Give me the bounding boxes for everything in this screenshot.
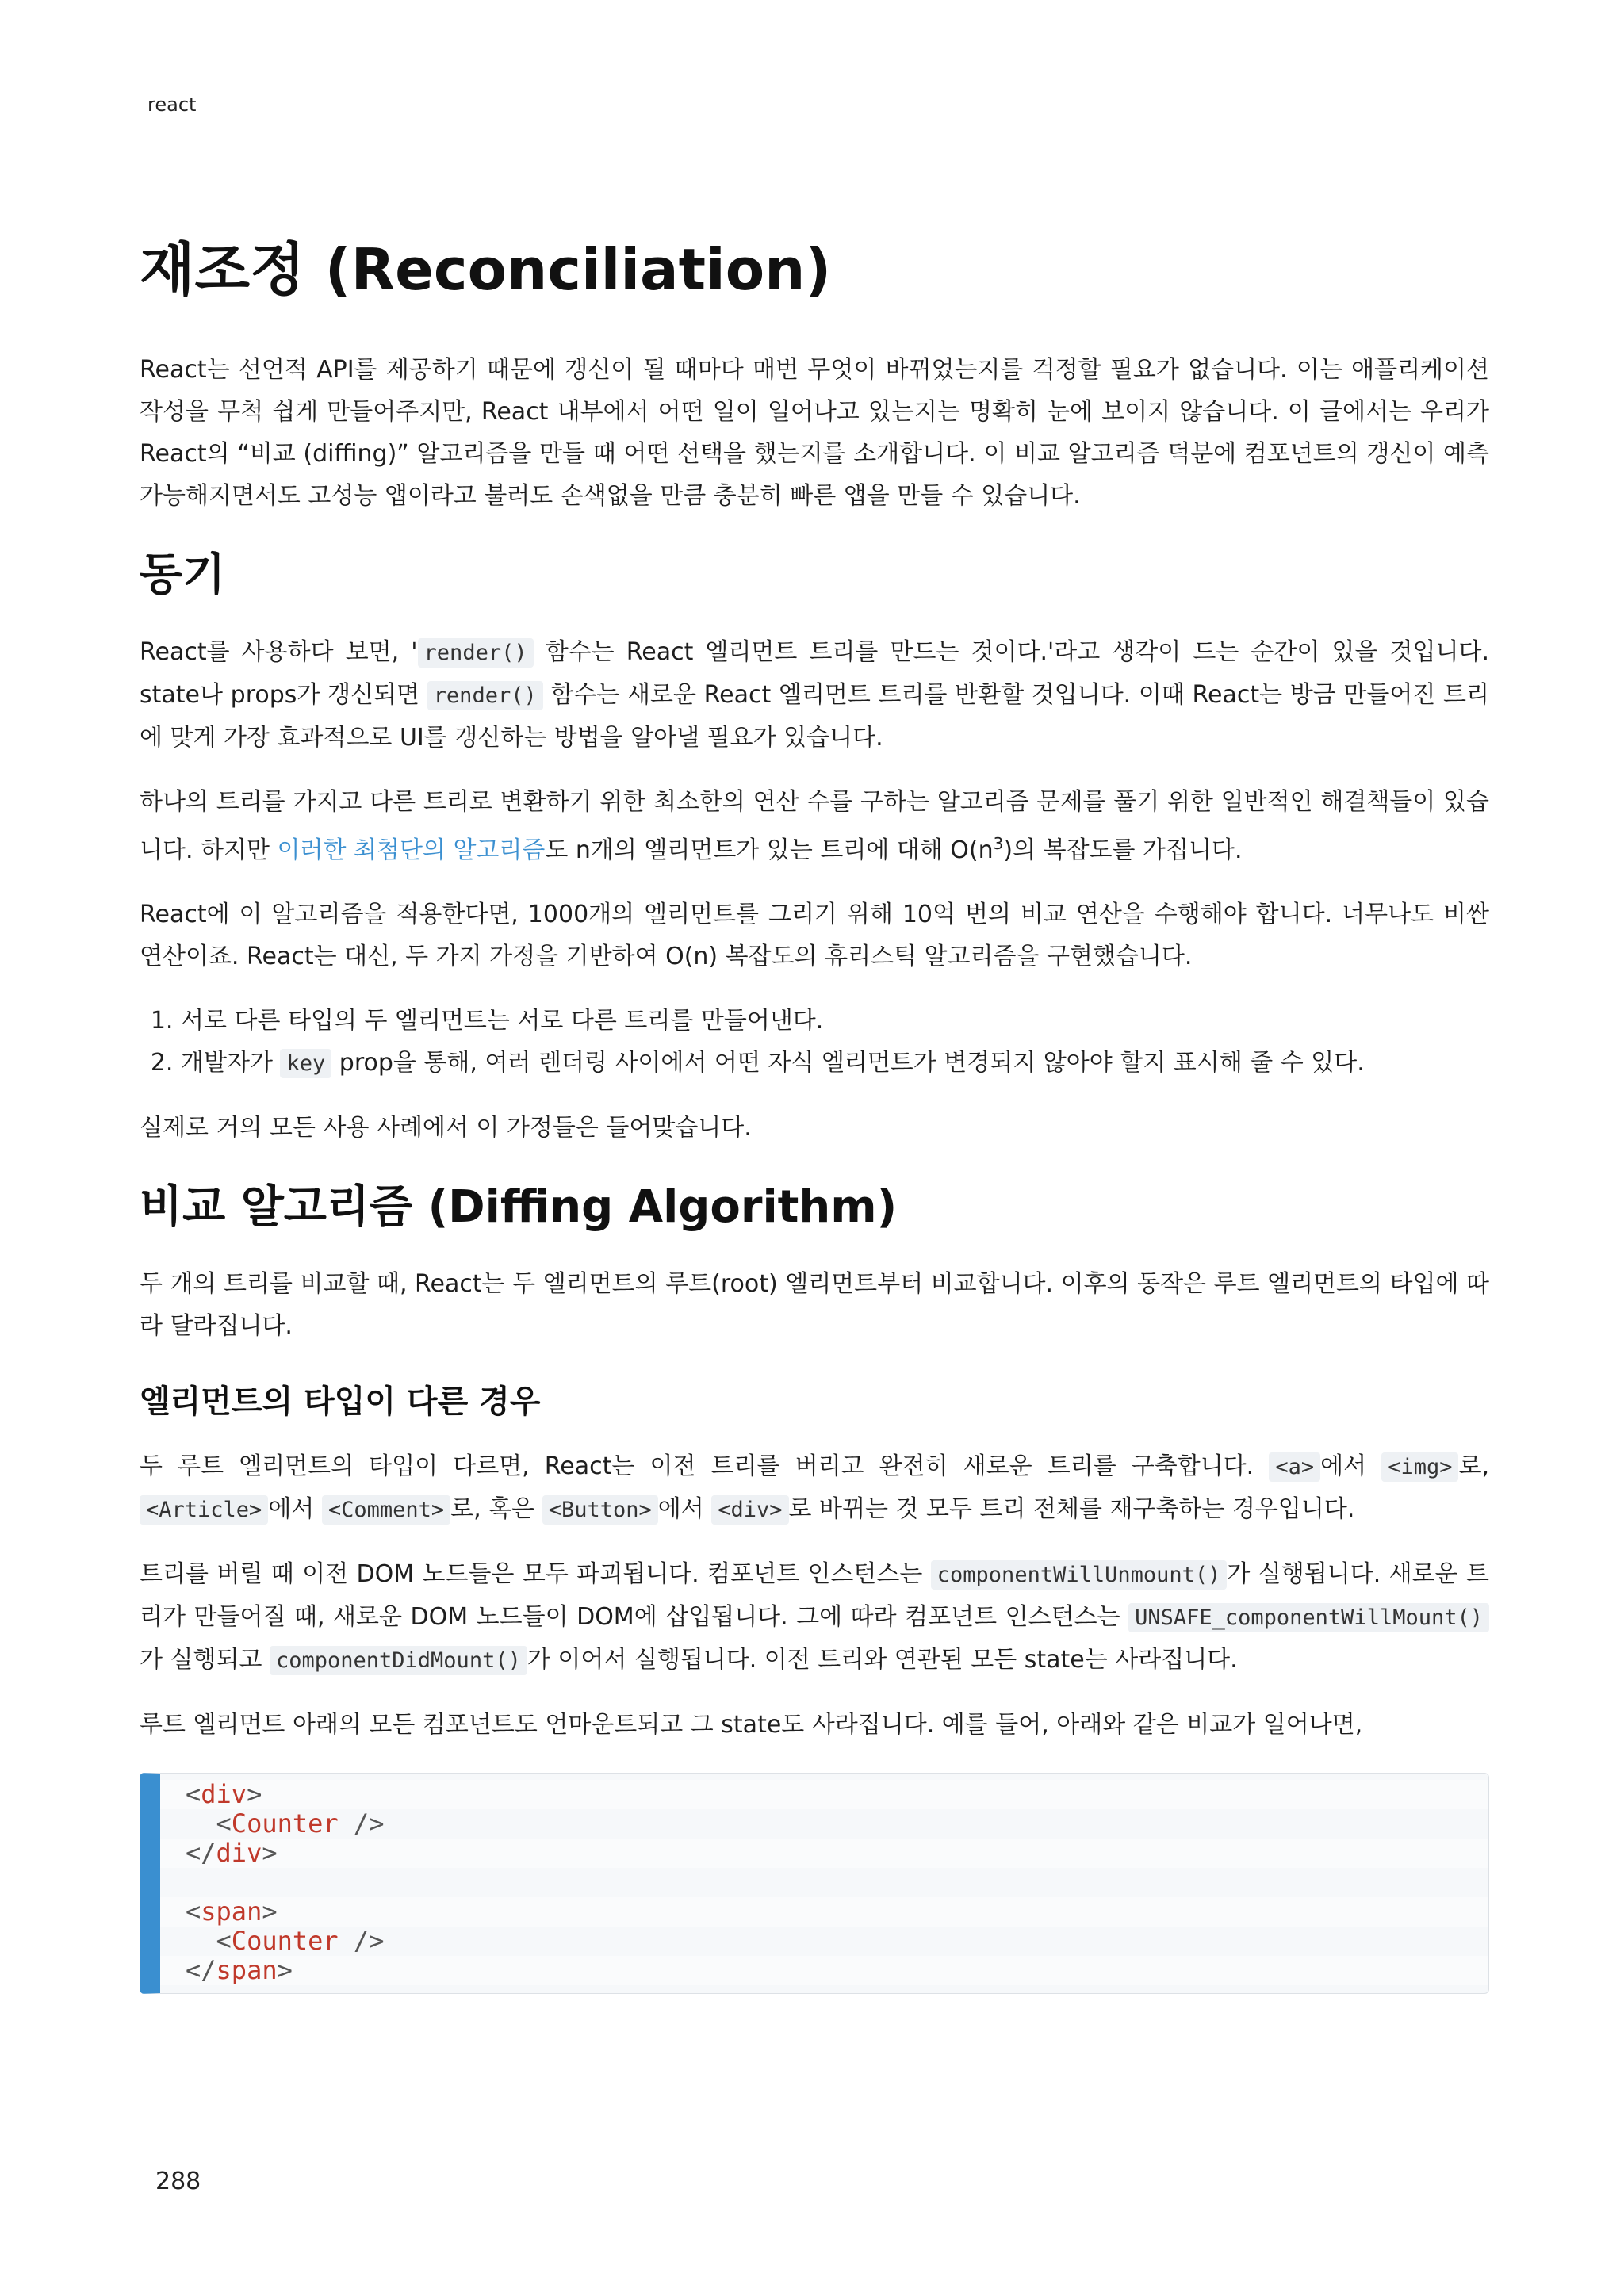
page-content	[140, 230, 1489, 1994]
motivation-paragraph-1: React를 사용하다 보면, ' render() 함수는 React 엘리먼트 트리를 만드는 것이다.'라고 생각이 드는 순간이 있을 것입니다. state나 props가 갱신되면 render() 함수는 새로운 React 엘리먼트 트리를 반환할 것입니다. 이때 React는 방금 만들어진 트리에 맞게 가장 효과적으로 UI를 갱신하는 방법을 알아낼 필요가 있습니다.	[140, 638, 1489, 752]
motivation-paragraph-4: 실제로 거의 모든 사용 사례에서 이 가정들은 들어맞습니다.	[140, 1114, 752, 1142]
code-line: <Counter />	[186, 1808, 385, 1839]
inline-code: <Button>	[542, 1495, 658, 1525]
code-line: </span>	[160, 1956, 1488, 1985]
diffing-paragraph-1: 두 개의 트리를 비교할 때, React는 두 엘리먼트의 루트(root) 엘리먼트부터 비교합니다. 이후의 동작은 루트 엘리먼트의 타입에 따라 달라집니다.	[140, 1270, 1489, 1340]
inline-code: componentWillUnmount()	[931, 1560, 1228, 1590]
page-title: 재조정 (Reconciliation)	[140, 236, 832, 303]
code-line-blank	[160, 1868, 1488, 1897]
code-line: <span>	[160, 1897, 1488, 1927]
code-line: <Counter />	[186, 1926, 385, 1956]
list-item: 2. 개발자가 key prop을 통해, 여러 렌더링 사이에서 어떤 자식 엘리먼트가 변경되지 않아야 할지 표시해 줄 수 있다.	[181, 1042, 1489, 1085]
subsection-heading-types: 엘리먼트의 타입이 다른 경우	[140, 1383, 541, 1420]
types-paragraph-3: 루트 엘리먼트 아래의 모든 컴포넌트도 언마운트되고 그 state도 사라집니다. 예를 들어, 아래와 같은 비교가 일어나면,	[140, 1711, 1363, 1739]
assumption-list	[140, 1000, 1489, 1085]
page-number: 288	[155, 2168, 201, 2195]
code-block	[140, 1773, 1489, 1994]
motivation-paragraph-2: 하나의 트리를 가지고 다른 트리로 변환하기 위한 최소한의 연산 수를 구하는 알고리즘 문제를 풀기 위한 일반적인 해결책들이 있습니다. 하지만 이러한 최첨단의 알고리즘도 n개의 엘리먼트가 있는 트리에 대해 $O(n^3)$의 복잡도를 가집니다.	[140, 788, 1489, 864]
inline-code: <Comment>	[322, 1495, 450, 1525]
inline-code: <Article>	[140, 1495, 268, 1525]
intro-paragraph: React는 선언적 API를 제공하기 때문에 갱신이 될 때마다 매번 무엇이 바뀌었는지를 걱정할 필요가 없습니다. 이는 애플리케이션 작성을 무척 쉽게 만들어주지만, React 내부에서 어떤 일이 일어나고 있는지는 명확히 눈에 보이지 않습니다. 이 글에서는 우리가 React의 “비교 (diffing)” 알고리즘을 만들 때 어떤 선택을 했는지를 소개합니다. 이 비교 알고리즘 덕분에 컴포넌트의 갱신이 예측 가능해지면서도 고성능 앱이라고 불러도 손색없을 만큼 충분히 빠른 앱을 만들 수 있습니다.	[140, 356, 1489, 510]
inline-code: componentDidMount()	[270, 1646, 527, 1675]
code-line: <div>	[160, 1780, 1488, 1809]
code-line: </div>	[160, 1839, 1488, 1868]
motivation-paragraph-3: React에 이 알고리즘을 적용한다면, 1000개의 엘리먼트를 그리기 위해 10억 번의 비교 연산을 수행해야 합니다. 너무나도 비싼 연산이죠. React는 대신, 두 가지 가정을 기반하여 O(n) 복잡도의 휴리스틱 알고리즘을 구현했습니다.	[140, 901, 1489, 970]
types-paragraph-1: 두 루트 엘리먼트의 타입이 다르면, React는 이전 트리를 버리고 완전히 새로운 트리를 구축합니다. <a> 에서 <img> 로, <Article> 에서 <Comment> 로, 혹은 <Button> 에서 <div> 로 바뀌는 것 모두 트리 전체를 재구축하는 경우입니다.	[140, 1452, 1489, 1523]
list-item: 1. 서로 다른 타입의 두 엘리먼트는 서로 다른 트리를 만들어낸다.	[181, 1000, 1489, 1042]
inline-code: UNSAFE_componentWillMount()	[1128, 1603, 1489, 1632]
section-heading-diffing: 비교 알고리즘 (Diffing Algorithm)	[140, 1181, 898, 1233]
inline-code: render()	[418, 638, 534, 668]
inline-code: <img>	[1381, 1452, 1458, 1482]
running-header: react	[147, 94, 197, 116]
inline-code: render()	[427, 681, 543, 710]
types-paragraph-2: 트리를 버릴 때 이전 DOM 노드들은 모두 파괴됩니다. 컴포넌트 인스턴스는 componentWillUnmount() 가 실행됩니다. 새로운 트리가 만들어질 때, 새로운 DOM 노드들이 DOM에 삽입됩니다. 그에 따라 컴포넌트 인스턴스는 UNSAFE_componentWillMount()가 실행되고 componentDidMount() 가 이어서 실행됩니다. 이전 트리와 연관된 모든 state는 사라집니다.	[140, 1560, 1490, 1674]
algorithm-link[interactable]: 이러한 최첨단의 알고리즘	[277, 836, 546, 864]
section-heading-motivation: 동기	[140, 549, 226, 601]
inline-code: <a>	[1269, 1452, 1320, 1482]
inline-code: <div>	[711, 1495, 788, 1525]
inline-code: key	[280, 1049, 331, 1078]
